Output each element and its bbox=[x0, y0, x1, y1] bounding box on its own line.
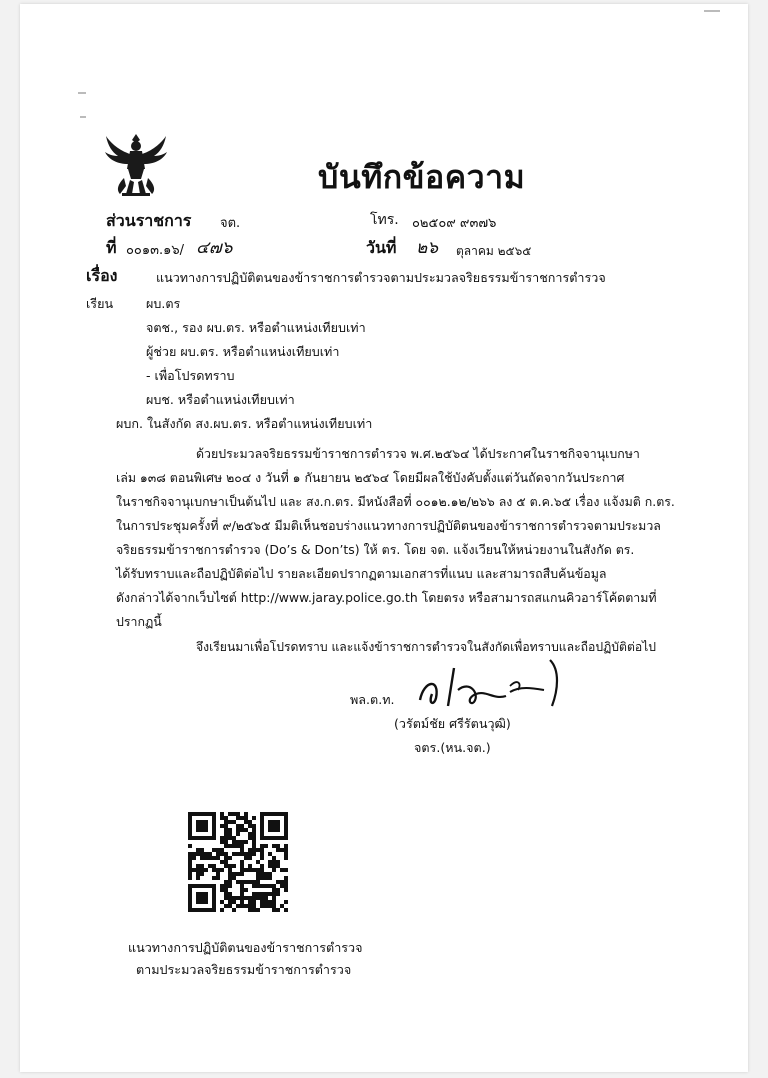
recipient-line: จตช., รอง ผบ.ตร. หรือตำแหน่งเทียบเท่า bbox=[146, 320, 366, 335]
closing-line: จึงเรียนมาเพื่อโปรดทราบ และแจ้งข้าราชการตำรวจในสังกัดเพื่อทราบและถือปฏิบัติต่อไป bbox=[196, 640, 657, 654]
memo-page bbox=[20, 4, 748, 1072]
subject-value: แนวทางการปฏิบัติตนของข้าราชการตำรวจตามประมวลจริยธรรมข้าราชการตำรวจ bbox=[156, 270, 606, 285]
signature-position: จตร.(หน.จต.) bbox=[414, 740, 491, 755]
body-line: ในราชกิจจานุเบกษาเป็นต้นไป และ สง.ก.ตร. มีหนังสือที่ ๐๐๑๒.๑๒/๒๖๖ ลง ๕ ต.ค.๖๕ เรื่อง แจ้งมติ ก.ตร. bbox=[116, 494, 675, 509]
qr-caption-line1: แนวทางการปฏิบัติตนของข้าราชการตำรวจ bbox=[128, 940, 363, 955]
body-line: จริยธรรมข้าราชการตำรวจ (Do’s & Don’ts) ให้ ตร. โดย จต. แจ้งเวียนให้หน่วยงานในสังกัด ตร. bbox=[116, 542, 635, 557]
signature-rank: พล.ต.ท. bbox=[350, 692, 395, 707]
body-line: ด้วยประมวลจริยธรรมข้าราชการตำรวจ พ.ศ.๒๕๖๔ ได้ประกาศในราชกิจจานุเบกษา bbox=[196, 446, 640, 461]
recipient-line: ผบก. ในสังกัด สง.ผบ.ตร. หรือตำแหน่งเทียบเท่า bbox=[116, 416, 373, 431]
to-label: เรียน bbox=[86, 296, 114, 311]
body-line: ได้รับทราบและถือปฏิบัติต่อไป รายละเอียดปรากฏตามเอกสารที่แนบ และสามารถสืบค้นข้อมูล bbox=[116, 566, 607, 581]
scan-mark bbox=[80, 116, 86, 118]
agency-value: จต. bbox=[220, 216, 241, 231]
phone-value: ๐๒๕๐๙ ๙๓๗๖ bbox=[412, 216, 497, 231]
scan-mark bbox=[78, 92, 86, 94]
body-line: ดังกล่าวได้จากเว็บไซต์ http://www.jaray.police.go.th โดยตรง หรือสามารถสแกนคิวอาร์โค้ดตามที่ bbox=[116, 590, 657, 605]
memo-title: บันทึกข้อความ bbox=[318, 158, 526, 196]
recipient-line: ผบช. หรือตำแหน่งเทียบเท่า bbox=[146, 392, 295, 407]
signature-name: (วรัตม์ชัย ศรีรัตนวุฒิ) bbox=[394, 716, 511, 731]
to-value: ผบ.ตร bbox=[146, 296, 181, 311]
ref-label: ที่ bbox=[106, 238, 117, 257]
date-label: วันที่ bbox=[366, 238, 397, 257]
recipient-line: ผู้ช่วย ผบ.ตร. หรือตำแหน่งเทียบเท่า bbox=[146, 344, 340, 359]
scan-mark bbox=[704, 10, 720, 12]
recipient-line: - เพื่อโปรดทราบ bbox=[146, 368, 235, 383]
garuda-emblem-icon bbox=[104, 132, 168, 198]
qr-code bbox=[188, 812, 288, 912]
qr-caption-line2: ตามประมวลจริยธรรมข้าราชการตำรวจ bbox=[136, 962, 352, 977]
date-month-year: ตุลาคม ๒๕๖๕ bbox=[456, 244, 532, 258]
body-line: เล่ม ๑๓๘ ตอนพิเศษ ๒๐๔ ง วันที่ ๑ กันยายน ๒๕๖๔ โดยมีผลใช้บังคับตั้งแต่วันถัดจากวันประกาศ bbox=[116, 470, 625, 485]
ref-handwritten: ๔๗๖ bbox=[196, 238, 233, 258]
subject-label: เรื่อง bbox=[86, 266, 118, 285]
date-day-handwritten: ๒๖ bbox=[416, 238, 438, 258]
agency-label: ส่วนราชการ bbox=[106, 211, 192, 230]
ref-value: ๐๐๑๓.๑๖/ bbox=[126, 243, 185, 258]
phone-label: โทร. bbox=[370, 212, 399, 228]
body-line: ปรากฏนี้ bbox=[116, 614, 162, 629]
body-line: ในการประชุมครั้งที่ ๙/๒๕๖๕ มีมติเห็นชอบร่างแนวทางการปฏิบัติตนของข้าราชการตำรวจตามประมวล bbox=[116, 518, 661, 533]
